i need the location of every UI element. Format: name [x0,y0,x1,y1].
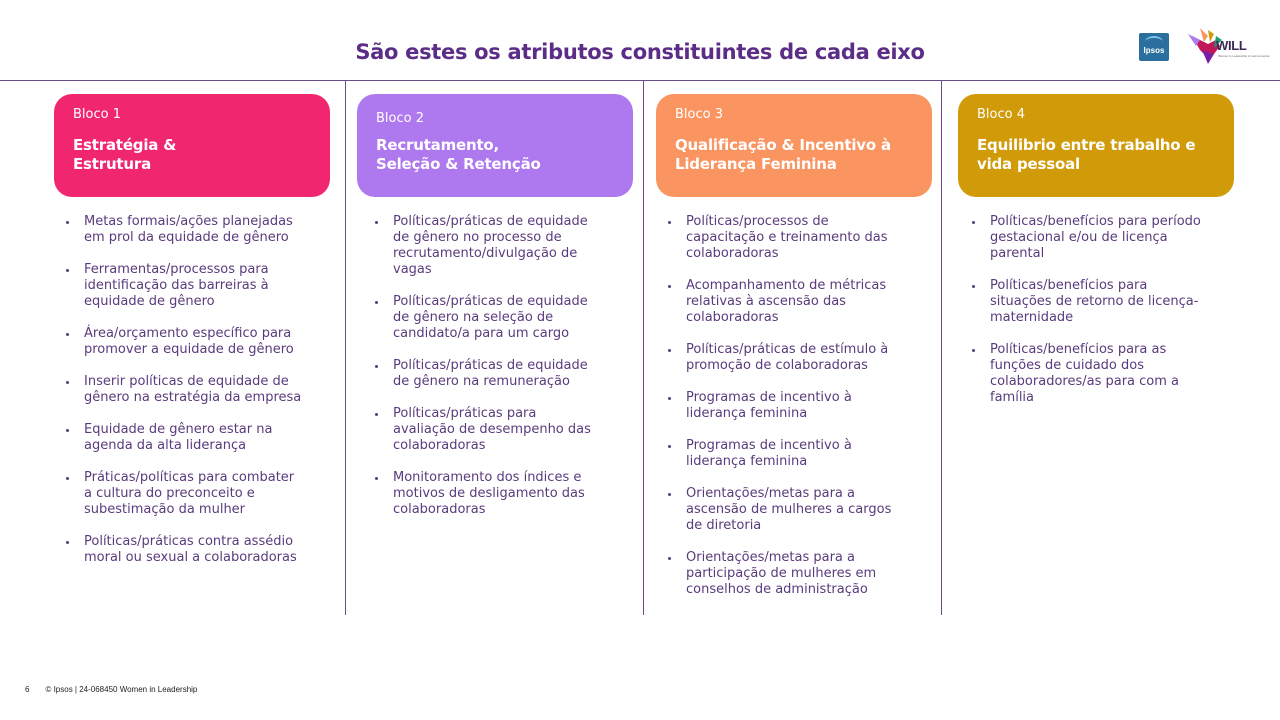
footer-copyright: © Ipsos | 24-068450 Women in Leadership [45,685,198,694]
list-item: Programas de incentivo à liderança feminina [662,438,934,470]
list-item: Área/orçamento específico para promover a equidade de gênero [60,326,330,358]
bloco-3-card [656,94,932,197]
bloco-2-list [369,214,639,534]
will-logo-subtitle: Women in Leadership in Latin America [1218,54,1270,58]
list-item: Práticas/políticas para combater a cultura do preconceito e subestimação da mulher [60,470,330,518]
bloco-4-list [966,214,1246,422]
list-item: Monitoramento dos índices e motivos de desligamento das colaboradoras [369,470,639,518]
list-item: Políticas/práticas de equidade de gênero no processo de recrutamento/divulgação de vagas [369,214,639,278]
bloco-1-list [60,214,330,582]
list-item: Políticas/práticas de estímulo à promoção de colaboradoras [662,342,934,374]
list-item: Ferramentas/processos para identificação das barreiras à equidade de gênero [60,262,330,310]
page-title: São estes os atributos constituintes de cada eixo [355,40,925,64]
ipsos-logo [1139,33,1169,61]
header-divider [0,80,1280,81]
bloco-4-label: Bloco 4 [977,107,1025,122]
bloco-1-label: Bloco 1 [73,107,121,122]
list-item: Orientações/metas para a participação de mulheres em conselhos de administração [662,550,934,598]
page-number: 6 [25,685,30,694]
list-item: Políticas/benefícios para período gestacional e/ou de licença parental [966,214,1246,262]
bloco-3-title: Qualificação & Incentivo à Liderança Feminina [675,136,891,173]
will-logo [1186,26,1270,68]
ipsos-logo-text: Ipsos [1143,46,1165,55]
bloco-2-label: Bloco 2 [376,111,424,126]
bloco-2-card [357,94,633,197]
bloco-4-card [958,94,1234,197]
list-item: Políticas/processos de capacitação e treinamento das colaboradoras [662,214,934,262]
list-item: Metas formais/ações planejadas em prol da equidade de gênero [60,214,330,246]
list-item: Políticas/benefícios para as funções de cuidado dos colaboradores/as para com a família [966,342,1246,406]
column-divider-1 [345,80,346,615]
list-item: Programas de incentivo à liderança feminina [662,390,934,422]
bloco-1-title: Estratégia & Estrutura [73,136,177,173]
list-item: Políticas/benefícios para situações de retorno de licença- maternidade [966,278,1246,326]
bloco-1-card [54,94,330,197]
column-divider-2 [643,80,644,615]
list-item: Políticas/práticas para avaliação de desempenho das colaboradoras [369,406,639,454]
bloco-3-label: Bloco 3 [675,107,723,122]
list-item: Equidade de gênero estar na agenda da alta liderança [60,422,330,454]
bloco-3-list [662,214,934,614]
bloco-4-title: Equilibrio entre trabalho e vida pessoal [977,136,1196,173]
list-item: Políticas/práticas de equidade de gênero na remuneração [369,358,639,390]
list-item: Políticas/práticas contra assédio moral ou sexual a colaboradoras [60,534,330,566]
column-divider-3 [941,80,942,615]
footer [25,685,197,694]
list-item: Acompanhamento de métricas relativas à ascensão das colaboradoras [662,278,934,326]
will-logo-text: WILL [1216,38,1247,53]
list-item: Inserir políticas de equidade de gênero na estratégia da empresa [60,374,330,406]
bloco-2-title: Recrutamento, Seleção & Retenção [376,136,541,173]
list-item: Orientações/metas para a ascensão de mulheres a cargos de diretoria [662,486,934,534]
list-item: Políticas/práticas de equidade de gênero na seleção de candidato/a para um cargo [369,294,639,342]
